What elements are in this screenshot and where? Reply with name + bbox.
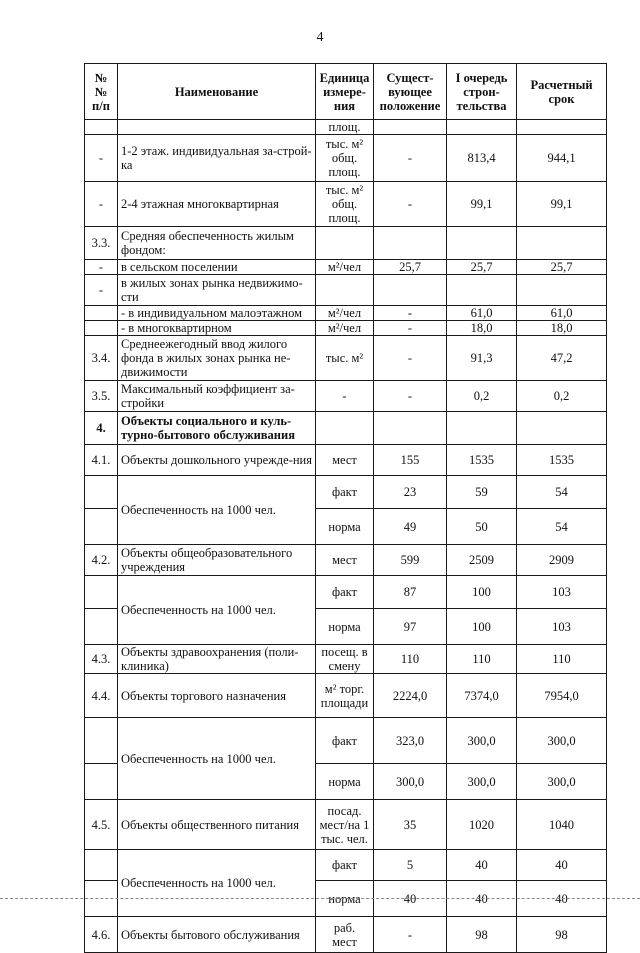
row-number-cell bbox=[85, 764, 118, 800]
unit-line: площ. bbox=[328, 165, 361, 179]
unit-line: факт bbox=[331, 485, 358, 499]
row-target-cell bbox=[517, 412, 607, 445]
row-unit-cell bbox=[316, 764, 374, 800]
row-name-cell: - в многоквартирном bbox=[118, 321, 316, 336]
row-name-cell: Обеспеченность на 1000 чел. bbox=[118, 850, 316, 917]
row-target-cell bbox=[517, 120, 607, 135]
table-row bbox=[85, 800, 607, 850]
row-target-cell: 0,2 bbox=[517, 381, 607, 412]
unit-line: м²/чел bbox=[327, 260, 362, 274]
row-unit-cell bbox=[316, 576, 374, 609]
row-existing-cell bbox=[374, 275, 447, 306]
unit-line: тыс. м² bbox=[325, 351, 364, 365]
unit-line: общ. bbox=[331, 151, 358, 165]
row-number-cell: - bbox=[85, 275, 118, 306]
row-unit-cell bbox=[316, 120, 374, 135]
unit-line: смену bbox=[328, 659, 361, 673]
row-name-cell: в сельском поселении bbox=[118, 260, 316, 275]
header-unit: Единица измере- ния bbox=[316, 64, 374, 120]
row-name-cell: Объекты социального и куль-турно-бытового обслуживания bbox=[118, 412, 316, 445]
table-row bbox=[85, 412, 607, 445]
unit-line: факт bbox=[331, 858, 358, 872]
row-unit-cell bbox=[316, 609, 374, 645]
row-stage1-cell: 40 bbox=[447, 881, 517, 917]
row-unit-cell bbox=[316, 545, 374, 576]
header-target: Расчетный срок bbox=[517, 64, 607, 120]
row-number-cell: 4. bbox=[85, 412, 118, 445]
row-number-cell: - bbox=[85, 260, 118, 275]
row-stage1-cell: 99,1 bbox=[447, 182, 517, 227]
unit-line: норма bbox=[328, 519, 361, 534]
row-stage1-cell bbox=[447, 120, 517, 135]
row-stage1-cell: 1535 bbox=[447, 445, 517, 476]
row-existing-cell bbox=[374, 120, 447, 135]
row-number-cell: 4.3. bbox=[85, 645, 118, 674]
table-row bbox=[85, 381, 607, 412]
row-name-cell: Обеспеченность на 1000 чел. bbox=[118, 476, 316, 545]
indicators-table bbox=[84, 63, 607, 953]
row-stage1-cell: 25,7 bbox=[447, 260, 517, 275]
row-target-cell: 25,7 bbox=[517, 260, 607, 275]
row-unit-cell bbox=[316, 182, 374, 227]
row-unit-cell bbox=[316, 509, 374, 545]
row-name-cell: Объекты бытового обслуживания bbox=[118, 917, 316, 953]
table-row bbox=[85, 260, 607, 275]
row-name-cell: - в индивидуальном малоэтажном bbox=[118, 306, 316, 321]
row-target-cell: 1535 bbox=[517, 445, 607, 476]
table-row bbox=[85, 321, 607, 336]
row-unit-cell bbox=[316, 476, 374, 509]
table-row bbox=[85, 135, 607, 182]
row-stage1-cell: 100 bbox=[447, 609, 517, 645]
table-row bbox=[85, 306, 607, 321]
row-stage1-cell: 18,0 bbox=[447, 321, 517, 336]
row-existing-cell: 5 bbox=[374, 850, 447, 881]
row-stage1-cell bbox=[447, 227, 517, 260]
row-target-cell: 98 bbox=[517, 917, 607, 953]
unit-line: тыс. м² bbox=[325, 183, 364, 197]
table-row bbox=[85, 576, 607, 609]
row-target-cell: 1040 bbox=[517, 800, 607, 850]
row-target-cell: 944,1 bbox=[517, 135, 607, 182]
row-target-cell: 47,2 bbox=[517, 336, 607, 381]
row-existing-cell: 2224,0 bbox=[374, 674, 447, 718]
row-existing-cell bbox=[374, 227, 447, 260]
row-unit-cell bbox=[316, 645, 374, 674]
row-number-cell: - bbox=[85, 182, 118, 227]
row-target-cell: 99,1 bbox=[517, 182, 607, 227]
row-name-cell: Объекты торгового назначения bbox=[118, 674, 316, 718]
table-row bbox=[85, 182, 607, 227]
row-number-cell bbox=[85, 306, 118, 321]
unit-line: общ. bbox=[331, 197, 358, 211]
row-existing-cell: 110 bbox=[374, 645, 447, 674]
row-stage1-cell: 100 bbox=[447, 576, 517, 609]
table-row bbox=[85, 718, 607, 764]
row-unit-cell bbox=[316, 800, 374, 850]
row-stage1-cell: 59 bbox=[447, 476, 517, 509]
row-stage1-cell: 40 bbox=[447, 850, 517, 881]
row-number-cell: 3.3. bbox=[85, 227, 118, 260]
row-number-cell: 4.1. bbox=[85, 445, 118, 476]
unit-line: норма bbox=[328, 891, 361, 906]
row-target-cell: 40 bbox=[517, 850, 607, 881]
unit-line: м²/чел bbox=[327, 306, 362, 320]
row-stage1-cell: 110 bbox=[447, 645, 517, 674]
row-target-cell: 103 bbox=[517, 609, 607, 645]
bottom-rule bbox=[0, 898, 640, 899]
row-target-cell: 103 bbox=[517, 576, 607, 609]
unit-line: факт bbox=[331, 733, 358, 748]
unit-line: мест bbox=[332, 934, 357, 949]
row-stage1-cell: 50 bbox=[447, 509, 517, 545]
row-existing-cell: 87 bbox=[374, 576, 447, 609]
table-row bbox=[85, 275, 607, 306]
header-number: № № п/п bbox=[85, 64, 118, 120]
row-unit-cell bbox=[316, 412, 374, 445]
row-number-cell bbox=[85, 321, 118, 336]
row-name-cell: Объекты общеобразовательного учреждения bbox=[118, 545, 316, 576]
unit-line: тыс. м² bbox=[325, 137, 364, 151]
row-number-cell: 4.4. bbox=[85, 674, 118, 718]
row-stage1-cell: 300,0 bbox=[447, 718, 517, 764]
row-stage1-cell: 2509 bbox=[447, 545, 517, 576]
row-name-cell: Максимальный коэффициент за-стройки bbox=[118, 381, 316, 412]
row-unit-cell bbox=[316, 718, 374, 764]
row-existing-cell: 40 bbox=[374, 881, 447, 917]
row-existing-cell: 35 bbox=[374, 800, 447, 850]
row-number-cell: 4.2. bbox=[85, 545, 118, 576]
row-existing-cell: 23 bbox=[374, 476, 447, 509]
table-row bbox=[85, 476, 607, 509]
header-name: Наименование bbox=[118, 64, 316, 120]
unit-line: м² торг. bbox=[324, 681, 365, 696]
row-unit-cell bbox=[316, 336, 374, 381]
row-stage1-cell bbox=[447, 412, 517, 445]
table-row bbox=[85, 917, 607, 953]
row-name-cell: 1-2 этаж. индивидуальная за-стройка bbox=[118, 135, 316, 182]
row-existing-cell: 49 bbox=[374, 509, 447, 545]
row-stage1-cell bbox=[447, 275, 517, 306]
row-target-cell: 110 bbox=[517, 645, 607, 674]
unit-line: площади bbox=[320, 695, 369, 710]
row-existing-cell: - bbox=[374, 336, 447, 381]
row-target-cell: 7954,0 bbox=[517, 674, 607, 718]
row-name-cell: Объекты здравоохранения (поли-клиника) bbox=[118, 645, 316, 674]
table-header-row bbox=[85, 64, 607, 120]
row-existing-cell: - bbox=[374, 182, 447, 227]
unit-line: площ. bbox=[328, 120, 361, 134]
row-target-cell: 300,0 bbox=[517, 718, 607, 764]
row-existing-cell: - bbox=[374, 917, 447, 953]
row-unit-cell bbox=[316, 227, 374, 260]
row-target-cell: 18,0 bbox=[517, 321, 607, 336]
row-number-cell: 3.4. bbox=[85, 336, 118, 381]
row-stage1-cell: 7374,0 bbox=[447, 674, 517, 718]
unit-line: раб. bbox=[333, 920, 356, 935]
row-number-cell bbox=[85, 718, 118, 764]
row-unit-cell bbox=[316, 321, 374, 336]
row-existing-cell: - bbox=[374, 381, 447, 412]
row-stage1-cell: 0,2 bbox=[447, 381, 517, 412]
row-number-cell bbox=[85, 576, 118, 609]
table-row bbox=[85, 336, 607, 381]
page-number: 4 bbox=[316, 30, 324, 45]
row-target-cell: 40 bbox=[517, 881, 607, 917]
row-number-cell bbox=[85, 609, 118, 645]
row-name-cell bbox=[118, 120, 316, 135]
row-name-cell: в жилых зонах рынка недвижимо-сти bbox=[118, 275, 316, 306]
row-unit-cell bbox=[316, 275, 374, 306]
row-existing-cell: 323,0 bbox=[374, 718, 447, 764]
row-unit-cell bbox=[316, 260, 374, 275]
row-target-cell bbox=[517, 227, 607, 260]
row-number-cell: 4.5. bbox=[85, 800, 118, 850]
unit-line: мест bbox=[332, 453, 357, 467]
unit-line: норма bbox=[328, 619, 361, 634]
table-row bbox=[85, 850, 607, 881]
unit-line: мест/на 1 bbox=[319, 817, 370, 832]
row-name-cell: Объекты общественного питания bbox=[118, 800, 316, 850]
table-row bbox=[85, 120, 607, 135]
row-unit-cell bbox=[316, 445, 374, 476]
row-target-cell: 300,0 bbox=[517, 764, 607, 800]
row-existing-cell: - bbox=[374, 135, 447, 182]
table-row bbox=[85, 674, 607, 718]
unit-line: посад. bbox=[327, 803, 362, 818]
row-number-cell bbox=[85, 120, 118, 135]
table-row bbox=[85, 645, 607, 674]
row-number-cell bbox=[85, 476, 118, 509]
row-stage1-cell: 1020 bbox=[447, 800, 517, 850]
table-row bbox=[85, 227, 607, 260]
row-unit-cell bbox=[316, 306, 374, 321]
unit-line: - bbox=[342, 389, 347, 403]
unit-line: норма bbox=[328, 774, 361, 789]
row-unit-cell bbox=[316, 381, 374, 412]
unit-line: посещ. в bbox=[321, 645, 368, 659]
row-existing-cell: 300,0 bbox=[374, 764, 447, 800]
row-number-cell bbox=[85, 850, 118, 881]
header-existing: Сущест- вующее положение bbox=[374, 64, 447, 120]
row-name-cell: Объекты дошкольного учрежде-ния bbox=[118, 445, 316, 476]
row-unit-cell bbox=[316, 674, 374, 718]
row-existing-cell: - bbox=[374, 306, 447, 321]
row-name-cell: Обеспеченность на 1000 чел. bbox=[118, 576, 316, 645]
row-existing-cell bbox=[374, 412, 447, 445]
row-number-cell bbox=[85, 509, 118, 545]
row-unit-cell bbox=[316, 135, 374, 182]
table-row bbox=[85, 445, 607, 476]
row-stage1-cell: 813,4 bbox=[447, 135, 517, 182]
unit-line: тыс. чел. bbox=[321, 831, 368, 846]
row-number-cell: 4.6. bbox=[85, 917, 118, 953]
row-target-cell: 2909 bbox=[517, 545, 607, 576]
row-target-cell bbox=[517, 275, 607, 306]
row-name-cell: Обеспеченность на 1000 чел. bbox=[118, 718, 316, 800]
header-stage1: I очередь строн- тельства bbox=[447, 64, 517, 120]
row-existing-cell: 155 bbox=[374, 445, 447, 476]
row-stage1-cell: 300,0 bbox=[447, 764, 517, 800]
row-stage1-cell: 61,0 bbox=[447, 306, 517, 321]
unit-line: факт bbox=[331, 585, 358, 599]
unit-line: мест bbox=[332, 553, 357, 567]
row-unit-cell bbox=[316, 917, 374, 953]
row-existing-cell: 599 bbox=[374, 545, 447, 576]
row-target-cell: 54 bbox=[517, 476, 607, 509]
row-target-cell: 61,0 bbox=[517, 306, 607, 321]
unit-line: площ. bbox=[328, 211, 361, 225]
row-existing-cell: - bbox=[374, 321, 447, 336]
table-row bbox=[85, 545, 607, 576]
row-name-cell: Среднеежегодный ввод жилого фонда в жилых зонах рынка не-движимости bbox=[118, 336, 316, 381]
row-number-cell: 3.5. bbox=[85, 381, 118, 412]
row-stage1-cell: 98 bbox=[447, 917, 517, 953]
row-existing-cell: 97 bbox=[374, 609, 447, 645]
row-name-cell: 2-4 этажная многоквартирная bbox=[118, 182, 316, 227]
unit-line: м²/чел bbox=[327, 321, 362, 335]
row-unit-cell bbox=[316, 850, 374, 881]
row-existing-cell: 25,7 bbox=[374, 260, 447, 275]
row-stage1-cell: 91,3 bbox=[447, 336, 517, 381]
row-number-cell: - bbox=[85, 135, 118, 182]
row-target-cell: 54 bbox=[517, 509, 607, 545]
row-name-cell: Средняя обеспеченность жилым фондом: bbox=[118, 227, 316, 260]
